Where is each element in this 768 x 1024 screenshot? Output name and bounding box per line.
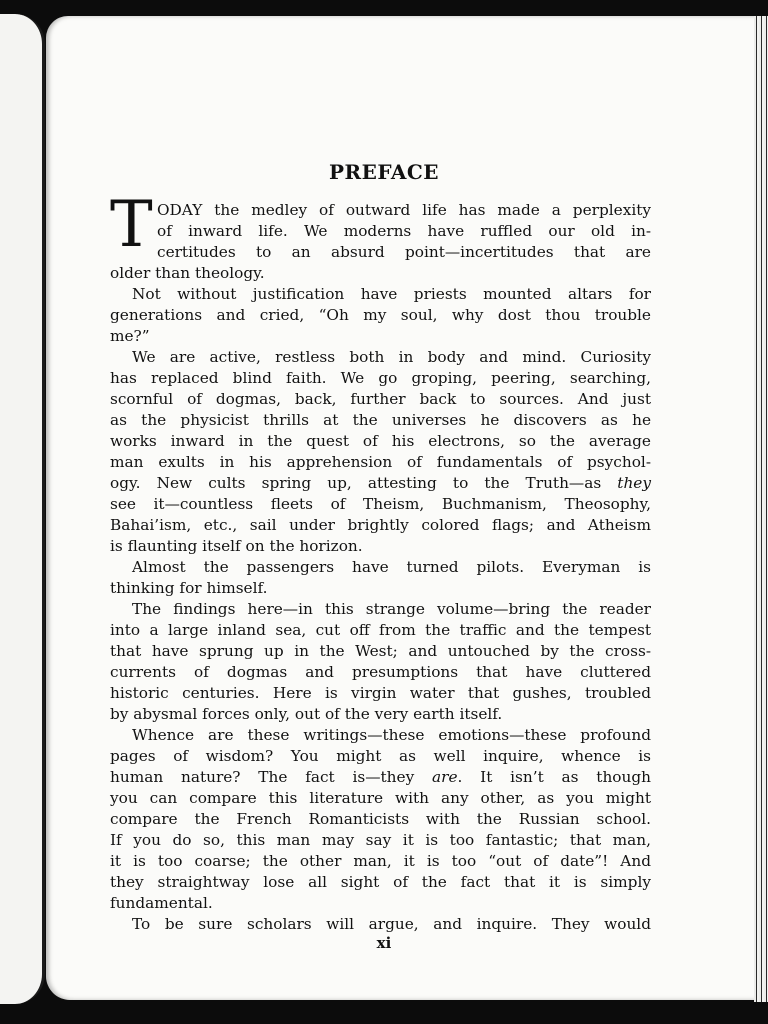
text-line: that have sprung up in the West; and untouched by the cross- xyxy=(110,642,651,660)
text-line: compare the French Romanticists with the Russian school. xyxy=(110,810,651,828)
text-line: We are active, restless both in body and mind. Curiosity xyxy=(132,348,651,366)
text-line: has replaced blind faith. We go groping, peering, searching, xyxy=(110,369,651,387)
text-line: is flaunting itself on the horizon. xyxy=(110,537,363,555)
text-line: Whence are these writings—these emotions—these profound xyxy=(132,726,651,744)
text-line: they straightway lose all sight of the fact that it is simply xyxy=(110,873,651,891)
text-line: To be sure scholars will argue, and inquire. They would xyxy=(132,915,651,933)
text-line: If you do so, this man may say it is too fantastic; that man, xyxy=(110,831,651,849)
drop-cap: T xyxy=(110,188,153,262)
text-line: into a large inland sea, cut off from the traffic and the tempest xyxy=(110,621,651,639)
paragraph xyxy=(110,725,651,914)
text-line: thinking for himself. xyxy=(110,579,268,597)
paragraph xyxy=(110,200,651,284)
preface-body xyxy=(110,200,651,935)
text-line: it is too coarse; the other man, it is too “out of date”! And xyxy=(110,852,651,870)
text-line: Not without justification have priests mounted altars for xyxy=(132,285,651,303)
text-line: ODAY the medley of outward life has made a perplexity xyxy=(157,201,651,219)
text-line: man exults in his apprehension of fundamentals of psychol- xyxy=(110,453,651,471)
page-title: PREFACE xyxy=(328,160,440,184)
text-line: of inward life. We moderns have ruffled our old in- xyxy=(157,222,651,240)
paragraph xyxy=(110,347,651,557)
text-line: you can compare this literature with any other, as you might xyxy=(110,789,651,807)
text-line: see it—countless fleets of Theism, Buchmanism, Theosophy, xyxy=(110,495,651,513)
text-line: human nature? The fact is—they are. It isn’t as though xyxy=(110,768,652,786)
text-line: by abysmal forces only, out of the very earth itself. xyxy=(110,705,503,723)
text-line: Almost the passengers have turned pilots. Everyman is xyxy=(132,558,651,576)
text-line: older than theology. xyxy=(110,264,265,282)
text-line: Bahai’ism, etc., sail under brightly colored flags; and Atheism xyxy=(110,516,651,534)
text-line: ogy. New cults spring up, attesting to the Truth—as they xyxy=(110,474,651,492)
text-line: currents of dogmas and presumptions that have cluttered xyxy=(110,663,651,681)
paragraph xyxy=(110,284,651,347)
paragraph xyxy=(110,557,651,599)
text-line: me?” xyxy=(110,327,150,345)
paragraph xyxy=(110,599,651,725)
text-line: works inward in the quest of his electrons, so the average xyxy=(110,432,651,450)
text-line: scornful of dogmas, back, further back to sources. And just xyxy=(110,390,651,408)
text-line: The findings here—in this strange volume—bring the reader xyxy=(132,600,651,618)
text-line: pages of wisdom? You might as well inquire, whence is xyxy=(110,747,651,765)
text-line: historic centuries. Here is virgin water that gushes, troubled xyxy=(110,684,651,702)
text-line: fundamental. xyxy=(110,894,213,912)
text-line: as the physicist thrills at the universes he discovers as he xyxy=(110,411,651,429)
text-line: generations and cried, “Oh my soul, why dost thou trouble xyxy=(110,306,651,324)
text-line: certitudes to an absurd point—incertitudes that are xyxy=(157,243,651,261)
paragraph xyxy=(110,914,651,935)
page-number: xi xyxy=(376,934,392,952)
